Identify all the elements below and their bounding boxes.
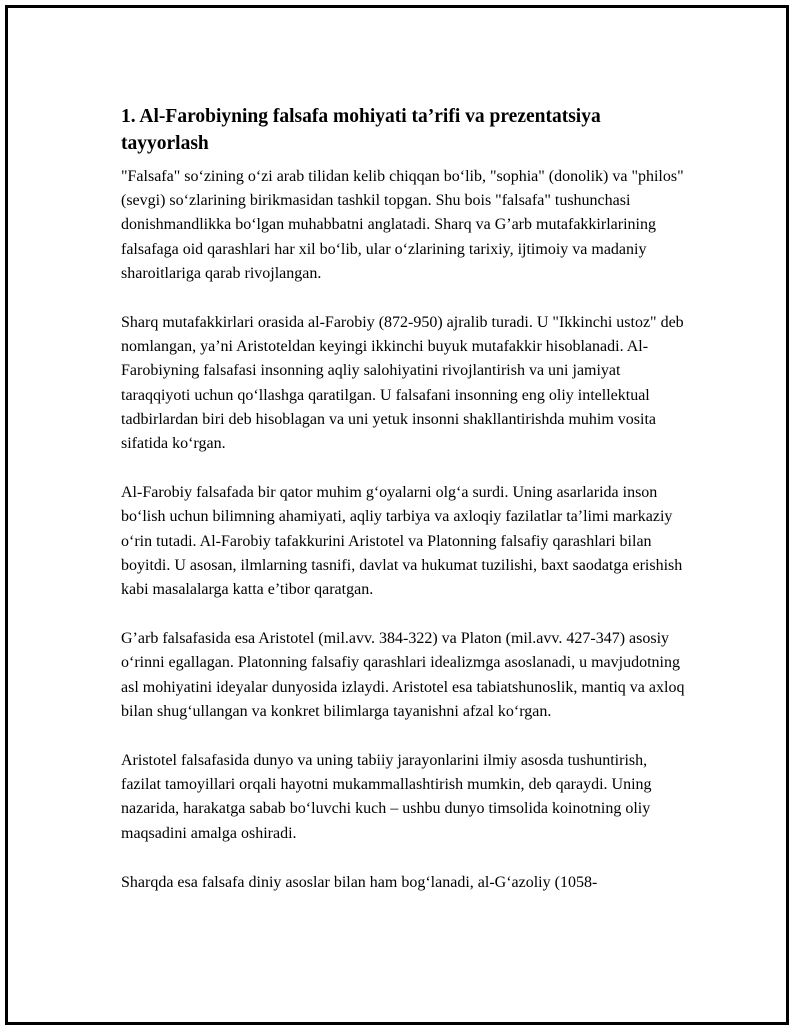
paragraph: Sharqda esa falsafa diniy asoslar bilan ham bog‘lanadi, al-G‘azoliy (1058- [121, 873, 598, 891]
paragraph: "Falsafa" so‘zining o‘zi arab tilidan kelib chiqqan bo‘lib, "sophia" (donolik) va "philos" (sevgi) so‘zlarining birikmasidan tashkil topgan. Shu bois "falsafa" tushunchasi donishmandlikka bo‘lgan muhabbatni anglatadi. Sharq va G’arb mutafakkirlarining falsafaga oid qarashlari har xil bo‘lib, ular o‘zlarining tarixiy, ijtimoiy va madaniy sharoitlariga qarab rivojlangan. [121, 168, 684, 282]
paragraph: Sharq mutafakkirlari orasida al-Farobiy (872-950) ajralib turadi. U "Ikkinchi ustoz" deb nomlangan, ya’ni Aristoteldan keyingi ikkinchi buyuk mutafakkir hisoblanadi. Al-Farobiyning falsafasi insonning aqliy salohiyatini rivojlantirish va uni jamiyat taraqqiyoti uchun qo‘llashga qaratilgan. U falsafani insonning eng oliy intellektual tadbirlardan biri deb hisoblagan va uni yetuk insonni shakllantirishda muhim vosita sifatida ko‘rgan. [121, 314, 684, 453]
document-page [5, 5, 789, 1025]
document-body [121, 103, 691, 920]
paragraph: Aristotel falsafasida dunyo va uning tabiiy jarayonlarini ilmiy asosda tushuntirish, fazilat tamoyillari orqali hayotni mukammallashtirish mumkin, deb qaraydi. Uning nazarida, harakatga sabab bo‘luvchi kuch – ushbu dunyo timsolida koinotning oliy maqsadini amalga oshiradi. [121, 752, 652, 842]
paragraph: G’arb falsafasida esa Aristotel (mil.avv. 384-322) va Platon (mil.avv. 427-347) asosiy o‘rinni egallagan. Platonning falsafiy qarashlari idealizmga asoslanadi, u mavjudotning asl mohiyatini ideyalar dunyosida izlaydi. Aristotel esa tabiatshunoslik, mantiq va axloq bilan shug‘ullangan va konkret bilimlarga tayanishni afzal ko‘rgan. [121, 630, 685, 720]
section-heading: 1. Al-Farobiyning falsafa mohiyati ta’rifi va prezentatsiya tayyorlash [121, 106, 601, 154]
paragraph: Al-Farobiy falsafada bir qator muhim g‘oyalarni olg‘a surdi. Uning asarlarida inson bo‘lish uchun bilimning ahamiyati, aqliy tarbiya va axloqiy fazilatlar ta’limi markaziy o‘rin tutadi. Al-Farobiy tafakkurini Aristotel va Platonning falsafiy qarashlari bilan boyitdi. U asosan, ilmlarning tasnifi, davlat va hukumat tuzilishi, baxt saodatga erishish kabi masalalarga katta e’tibor qaratgan. [121, 484, 683, 599]
